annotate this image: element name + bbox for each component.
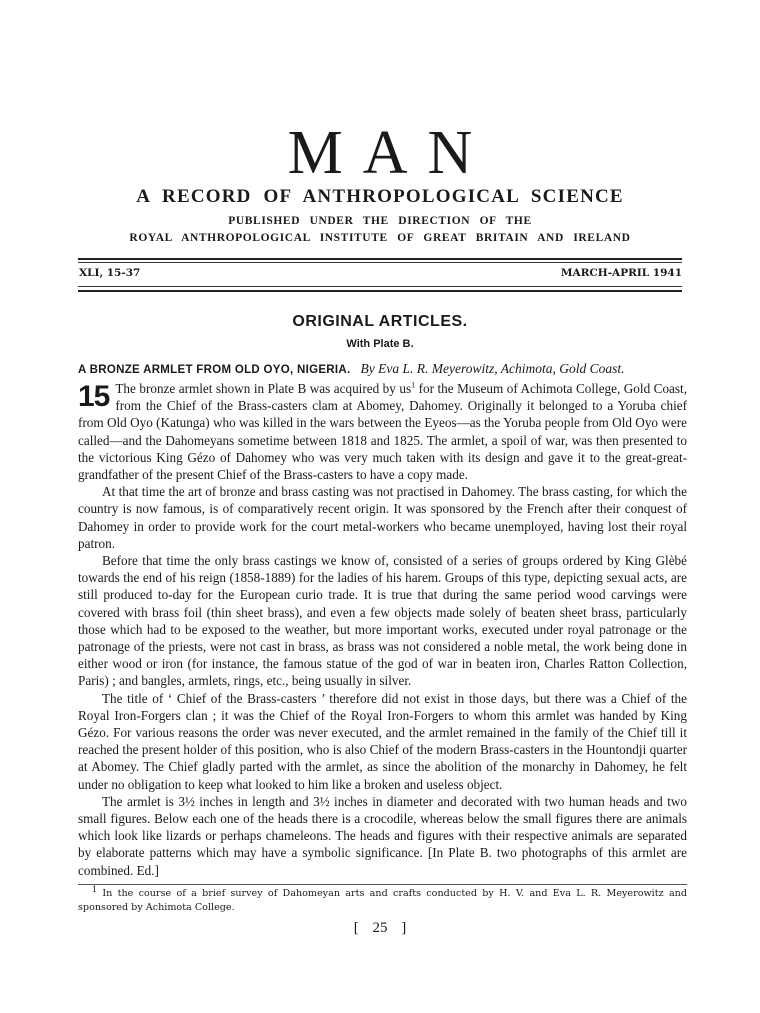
page-number: [ 25 ] — [353, 920, 407, 936]
paragraph-5: The armlet is 3½ inches in length and 3½ inches in diameter and decorated with two human heads and two small figures. Below each one of the heads there is a crocodile, whereas below the small figures there are animals which look like lizards or perhaps chameleons. The heads and figures with their respective animals are separated by elaborate patterns which may have a symbolic significance. [In Plate B. two photographs of this armlet are combined. Ed.] — [78, 793, 687, 878]
section-title: ORIGINAL ARTICLES. — [292, 313, 468, 330]
paragraph-3: Before that time the only brass castings we know of, consisted of a series of groups ordered by King Glèbé towards the end of his reign (1858-1889) for the ladies of his harem. Groups of this type, depicting sexual acts, are still produced to-day for the European curio trade. It is true that during the same period wood carvings were covered with brass foil (thin sheet brass), and even a few objects made solely of beaten sheet brass, particularly those which had to be exposed to the weather, but more important works, executed under royal patronage or the patronage of the priests, were not cast in brass, as brass was not considered a noble metal, the work being done in either wood or iron (for instance, the famous statue of the god of war in beaten iron, Charles Ratton Collection, Paris) ; and bangles, armlets, rings, etc., being usually in silver. — [78, 553, 687, 689]
footnote-ref: 1 — [411, 380, 416, 390]
issue-date: MARCH-APRIL 1941 — [560, 267, 682, 279]
footnote — [78, 884, 687, 915]
masthead-rule-top — [78, 258, 682, 260]
journal-title: MAN — [287, 119, 493, 187]
journal-subtitle: A RECORD OF ANTHROPOLOGICAL SCIENCE — [136, 186, 624, 207]
article-title: A BRONZE ARMLET FROM OLD OYO, NIGERIA. — [78, 364, 351, 376]
footnote-text: In the course of a brief survey of Dahomeyan arts and crafts conducted by H. V. and Eva L. R. Meyerowitz and sponsored by Achimota College. — [78, 888, 687, 913]
paragraph-2: At that time the art of bronze and brass casting was not practised in Dahomey. The brass casting, for which the country is now famous, is of comparatively recent origin. It was sponsored by the French after their conquest of Dahomey in order to provide work for the court metal-workers who became unemployed, having lost their royal patron. — [78, 484, 687, 551]
issue-volume: XLI, 15-37 — [79, 267, 141, 279]
article-header — [78, 361, 688, 377]
article-number: 15 — [78, 380, 110, 413]
paragraph-4: The title of ‘ Chief of the Brass-casters ’ therefore did not exist in those days, but there was a Chief of the Royal Iron-Forgers clan ; it was the Chief of the Royal Iron-Forgers to whom this armlet was handed by King Gézo. For various reasons the order was never executed, and the armlet remained in the family of the Chief till it reached the present holder of this position, who is also Chief of the modern Brass-casters in the Hountondji quarter at Abomey. The Chief gladly parted with the armlet, as since the abolition of the monarchy in Dahomey, he felt under no obligation to keep what looked to him like a broken and useless object. — [78, 690, 687, 792]
footnote-marker: 1 — [92, 884, 98, 894]
footnote-rule — [78, 884, 687, 885]
article-body — [78, 380, 687, 879]
paragraph-1: 15 The bronze armlet shown in Plate B was acquired by $us^1$ for the Museum of Achimota College, Gold Coast, from the Chief of the Brass-casters clam at Abomey, Dahomey. Originally it belonged to a Yoruba chief from Old Oyo (Katunga) who was killed in the wars between the Eyeos—as the Yoruba people from Old Oyo were called—and the Dahomeyans sometime between 1818 and 1825. The armlet, a spoil of war, was then presented to the victorious King Gézo of Dahomey who was very much taken with its design and gave it to the great-great-grandfather of the present Chief of the Brass-casters to have a copy made. — [78, 380, 687, 483]
masthead-rule-top-thin — [78, 262, 682, 263]
publisher-line-1: PUBLISHED UNDER THE DIRECTION OF THE — [228, 215, 532, 227]
section-plate-note: With Plate B. — [346, 338, 414, 350]
publisher-line-2: ROYAL ANTHROPOLOGICAL INSTITUTE OF GREAT BRITAIN AND IRELAND — [129, 232, 631, 244]
masthead-rule-bottom-thin — [78, 286, 682, 287]
masthead-rule-bottom — [78, 290, 682, 292]
article-author: By Eva L. R. Meyerowitz, Achimota, Gold Coast. — [360, 361, 625, 376]
